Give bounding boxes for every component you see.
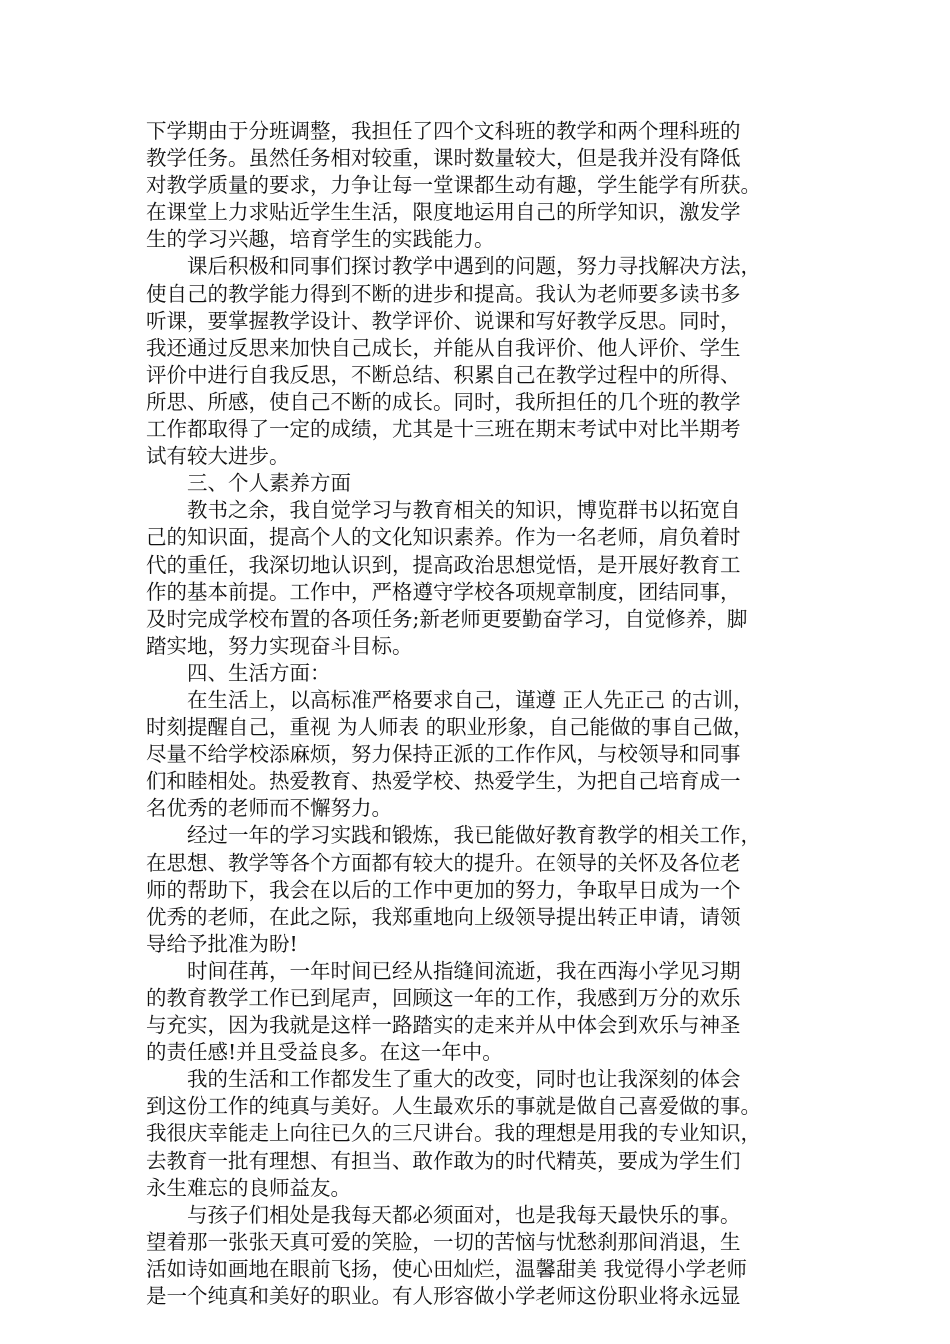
- text-line: 永生难忘的良师益友。: [146, 1175, 351, 1200]
- text-line: 去教育一批有理想、有担当、敢作敢为的时代精英，要成为学生们: [146, 1148, 741, 1173]
- text-line: 听课，要掌握教学设计、教学评价、说课和写好教学反思。同时，: [146, 308, 741, 333]
- text-line: 望着那一张张天真可爱的笑脸，一切的苦恼与忧愁刹那间消退，生: [146, 1229, 741, 1254]
- text-line: 三、个人素养方面: [187, 471, 351, 496]
- text-line: 与充实，因为我就是这样一路踏实的走来并从中体会到欢乐与神圣: [146, 1013, 741, 1038]
- document-body: [146, 118, 826, 1310]
- text-line: 我还通过反思来加快自己成长，并能从自我评价、他人评价、学生: [146, 335, 741, 360]
- text-line: 作的基本前提。工作中，严格遵守学校各项规章制度，团结同事，: [146, 579, 741, 604]
- text-line: 在课堂上力求贴近学生生活，限度地运用自己的所学知识，激发学: [146, 200, 741, 225]
- text-line: 对教学质量的要求，力争让每一堂课都生动有趣，学生能学有所获。: [146, 173, 761, 198]
- text-line: 的责任感!并且受益良多。在这一年中。: [146, 1040, 503, 1065]
- text-line: 课后积极和同事们探讨教学中遇到的问题，努力寻找解决方法，: [187, 254, 761, 279]
- text-line: 所思、所感，使自己不断的成长。同时，我所担任的几个班的教学: [146, 389, 741, 414]
- text-line: 尽量不给学校添麻烦，努力保持正派的工作作风，与校领导和同事: [146, 742, 741, 767]
- text-line: 我很庆幸能走上向往已久的三尺讲台。我的理想是用我的专业知识，: [146, 1121, 761, 1146]
- text-line: 与孩子们相处是我每天都必须面对，也是我每天最快乐的事。: [187, 1202, 741, 1227]
- text-line: 下学期由于分班调整，我担任了四个文科班的教学和两个理科班的: [146, 119, 741, 143]
- text-line: 时间荏苒，一年时间已经从指缝间流逝，我在西海小学见习期: [187, 958, 741, 983]
- text-line: 们和睦相处。热爱教育、热爱学校、热爱学生，为把自己培育成一: [146, 769, 741, 794]
- text-line: 评价中进行自我反思，不断总结、积累自己在教学过程中的所得、: [146, 362, 741, 387]
- text-line: 及时完成学校布置的各项任务;新老师更要勤奋学习，自觉修养，脚: [146, 606, 748, 631]
- text-line: 导给予批准为盼!: [146, 931, 298, 956]
- text-line: 在生活上，以高标准严格要求自己，谨遵 正人先正己 的古训，: [187, 687, 754, 712]
- text-line: 活如诗如画地在眼前飞扬，使心田灿烂，温馨甜美 我觉得小学老师: [146, 1256, 748, 1281]
- text-line: 踏实地，努力实现奋斗目标。: [146, 633, 413, 658]
- text-line: 时刻提醒自己，重视 为人师表 的职业形象，自己能做的事自己做，: [146, 715, 754, 740]
- text-line: 我的生活和工作都发生了重大的改变，同时也让我深刻的体会: [187, 1067, 741, 1092]
- text-line: 在思想、教学等各个方面都有较大的提升。在领导的关怀及各位老: [146, 850, 741, 875]
- text-line: 师的帮助下，我会在以后的工作中更加的努力，争取早日成为一个: [146, 877, 741, 902]
- text-line: 试有较大进步。: [146, 444, 290, 469]
- text-line: 己的知识面，提高个人的文化知识素养。作为一名老师，肩负着时: [146, 525, 741, 550]
- text-line: 代的重任，我深切地认识到，提高政治思想觉悟，是开展好教育工: [146, 552, 741, 577]
- text-line: 工作都取得了一定的成绩，尤其是十三班在期末考试中对比半期考: [146, 417, 741, 442]
- text-line: 四、生活方面：: [187, 660, 331, 685]
- text-line: 生的学习兴趣，培育学生的实践能力。: [146, 227, 495, 252]
- text-line: 是一个纯真和美好的职业。有人形容做小学老师这份职业将永远显: [146, 1284, 741, 1309]
- text-line: 名优秀的老师而不懈努力。: [146, 796, 392, 821]
- text-line: 的教育教学工作已到尾声，回顾这一年的工作，我感到万分的欢乐: [146, 986, 741, 1010]
- text-line: 教学任务。虽然任务相对较重，课时数量较大，但是我并没有降低: [146, 146, 741, 171]
- text-line: 到这份工作的纯真与美好。人生最欢乐的事就是做自己喜爱做的事。: [146, 1094, 761, 1119]
- text-line: 优秀的老师，在此之际，我郑重地向上级领导提出转正申请，请领: [146, 904, 741, 929]
- text-line: 教书之余，我自觉学习与教育相关的知识，博览群书以拓宽自: [187, 498, 741, 523]
- text-line: 经过一年的学习实践和锻炼，我已能做好教育教学的相关工作，: [187, 823, 761, 848]
- text-line: 使自己的教学能力得到不断的进步和提高。我认为老师要多读书多: [146, 281, 741, 306]
